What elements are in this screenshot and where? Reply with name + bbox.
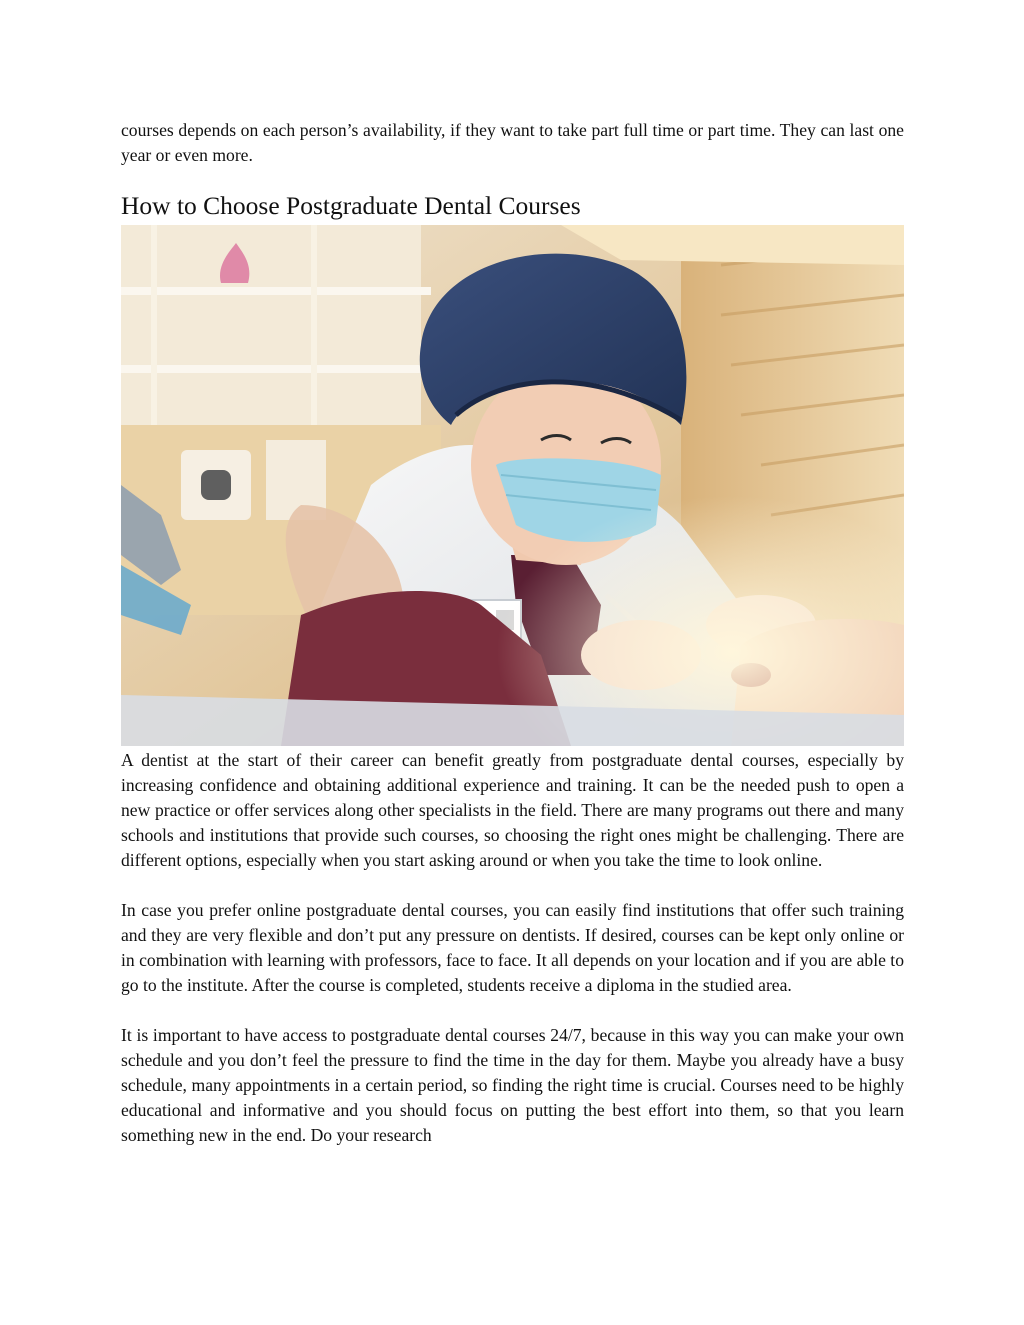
dentist-photo	[121, 225, 904, 746]
body-paragraph-1: A dentist at the start of their career can benefit greatly from postgraduate dental courses, especially by increasing confidence and obtaining additional experience and training. It can be the needed push to open a new practice or offer services along other specialists in the field. There are many programs out there and many schools and institutions that provide such courses, so choosing the right ones might be challenging. There are different options, especially when you start asking around or when you take the time to look online.	[121, 750, 904, 870]
body-paragraph-2: In case you prefer online postgraduate dental courses, you can easily find institutions that offer such training and they are very flexible and don’t put any pressure on dentists. If desired, courses can be kept only online or in combination with learning with professors, face to face. It all depends on your location and if you are able to go to the institute. After the course is completed, students receive a diploma in the studied area.	[121, 900, 904, 995]
document-page	[121, 118, 904, 1148]
intro-paragraph: courses depends on each person’s availability, if they want to take part full time or part time. They can last one year or even more.	[121, 120, 904, 165]
body-paragraph-3: It is important to have access to postgraduate dental courses 24/7, because in this way you can make your own schedule and you don’t feel the pressure to find the time in the day for them. Maybe you already have a busy schedule, many appointments in a certain period, so finding the right time is crucial. Courses need to be highly educational and informative and you should focus on putting the best effort into them, so that you learn something new in the end. Do your research	[121, 1025, 904, 1145]
section-heading: How to Choose Postgraduate Dental Courses	[121, 191, 581, 220]
